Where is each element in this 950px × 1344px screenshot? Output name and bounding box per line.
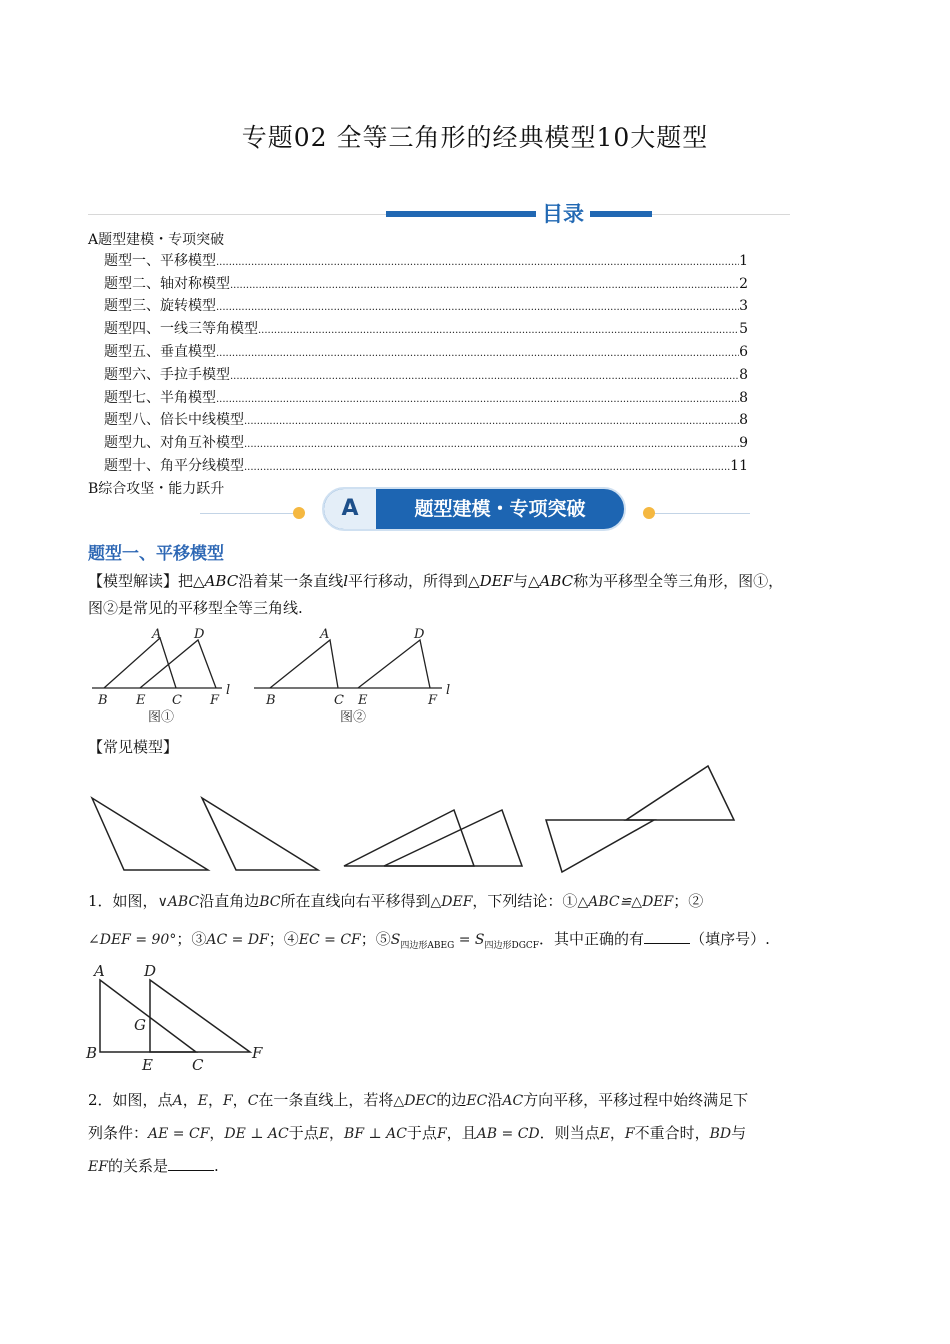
toc-item-page: 1 [739,252,748,269]
toc-item-label: 题型五、垂直模型 [104,343,216,360]
math: F [436,1126,447,1142]
label-c: C [172,693,182,708]
text: 列条件： [88,1124,149,1142]
label-d: D [194,627,205,642]
math: BC [259,894,281,910]
heading-bar-left [386,211,536,217]
figure-2-caption: 图② [340,710,367,725]
toc-item[interactable] [88,410,748,433]
toc-item[interactable] [88,319,748,342]
text: 方向平移，平移过程中始终满足下 [523,1091,749,1109]
question-number: 2． [88,1091,113,1109]
text: ， [209,1124,225,1142]
math: A [172,1093,183,1109]
math: △DEC [393,1093,437,1109]
math: △ABC≌△DEF [577,894,674,910]
math: F [624,1126,635,1142]
banner-text: 题型建模・专项突破 [414,498,586,520]
toc-item-label: 题型八、倍长中线模型 [104,412,244,429]
label-g: G [134,1016,146,1034]
toc-item-label: 题型三、旋转模型 [104,298,216,315]
answer-blank[interactable] [168,1156,214,1171]
math: E [599,1126,610,1142]
text: 于点 [288,1124,319,1142]
label-c-2: C [334,693,344,708]
triangle-abc [104,638,176,688]
math-subscript: 四边形DGCF [484,941,540,951]
toc-section-a[interactable]: A题型建模・专项突破 [88,232,225,248]
banner-letter: A [324,489,376,529]
toc-item[interactable] [88,296,748,319]
toc-item[interactable] [88,251,748,274]
triangle-def-2 [358,640,430,688]
banner-dot-left [293,507,305,519]
model-3-triangle-a [546,820,654,872]
question-2: 2．如图，点A，E，F，C在一条直线上，若将△DEC的边EC沿AC方向平移，平移过程中始终满足下 列条件：AE = CF，DE ⊥ AC于点E，BF ⊥ AC于点F，且AB = CD．则当点E，F不重合时，BD与 EF的关系是 . [88,1091,749,1175]
math: ∨ABC [157,894,200,910]
answer-blank[interactable] [644,929,690,944]
section-banner [200,485,750,533]
text: 与△ [512,572,540,590]
banner-dot-right [643,507,655,519]
text: ，且 [446,1124,477,1142]
math: C [247,1093,259,1109]
label-f-2: F [428,693,438,708]
math: AB = CD [476,1126,540,1142]
toc-item-page: 2 [739,275,748,292]
text: 的边 [436,1091,467,1109]
text: 不重合时， [634,1124,710,1142]
math: BF ⊥ AC [344,1126,407,1142]
text: DEF [479,572,513,590]
label-d: D [144,962,157,980]
toc-item-page: 11 [730,457,748,474]
text: 沿 [487,1091,503,1109]
text: 如图，点 [112,1091,173,1109]
toc-item[interactable] [88,342,748,365]
banner-line-right [652,513,750,514]
math: ∠DEF = 90° [88,932,177,948]
triangle-abc [100,980,196,1052]
text: 沿直角边 [199,892,260,910]
text: 把△ [178,572,205,590]
math: EC = CF [298,932,361,948]
section-heading: 题型一、平移模型 [88,544,224,564]
model-2-triangle-b [384,810,522,866]
toc-item-label: 题型四、一线三等角模型 [104,321,258,338]
figure-1-caption: 图① [148,710,175,725]
toc-item-page: 8 [739,366,748,383]
text: 与 [731,1124,747,1142]
toc-item-page: 3 [739,298,748,315]
text: 如图， [112,892,158,910]
text: 平行移动，所得到△ [348,572,480,590]
text: ；⑤ [360,930,391,948]
label-f: F [252,1044,263,1062]
text: 沿着某一条直线 [238,572,344,590]
math-subscript: 四边形ABEG [400,941,455,951]
math: = [454,932,475,948]
text: ．则当点 [539,1124,600,1142]
text: ；③ [176,930,207,948]
banner-line-left [200,513,298,514]
question-number: 1． [88,892,113,910]
text: ， [329,1124,345,1142]
toc-item-label: 题型七、半角模型 [104,389,216,406]
model-1-triangle-a [92,798,208,870]
toc-heading: 目录 [536,198,590,228]
label-c: C [192,1056,204,1070]
toc-item-page: 8 [739,389,748,406]
triangle-def [140,640,216,688]
banner-pill [322,487,626,531]
label-d-2: D [414,627,425,642]
text: （填序号）. [690,930,770,948]
text: ；④ [268,930,299,948]
toc-item[interactable] [88,433,748,456]
triangle-def [150,980,250,1052]
triangle-abc-2 [270,640,338,688]
math: S [474,932,485,948]
question-1 [88,888,868,960]
toc-item-label: 题型一、平移模型 [104,252,216,269]
math: E [318,1126,330,1142]
label-a-2: A [320,627,330,642]
text: 于点 [406,1124,437,1142]
model-2-triangle-a [344,810,474,866]
math: AC = DF [206,932,269,948]
math: AC [502,1093,524,1109]
toc-item-page: 9 [739,435,748,452]
text: ．其中正确的有 [539,930,645,948]
page-title: 专题02 全等三角形的经典模型10大题型 [241,123,709,152]
math: △DEF [430,894,473,910]
label-a: A [152,627,162,642]
label-e-2: E [358,693,368,708]
math: DE ⊥ AC [224,1126,289,1142]
math: EF [88,1159,108,1175]
label-b: B [86,1044,98,1062]
figure-translation-models [88,626,468,726]
toc-item[interactable] [88,456,748,479]
label-f: F [210,693,220,708]
text: ；② [673,892,704,910]
toc-section-b[interactable]: B综合攻坚・能力跃升 [88,480,225,497]
text: ABC [204,572,239,590]
label-l-2: l [446,683,451,698]
toc-item[interactable] [88,388,748,411]
label-e: E [136,693,146,708]
label-b-2: B [266,693,276,708]
model-interpretation [88,568,868,622]
text: 称为平移型全等三角形，图①， [573,572,784,590]
math: E [197,1093,208,1109]
figure-common-models [88,762,748,882]
model-3-triangle-b [626,766,734,820]
toc-item-page: 5 [739,321,748,338]
toc-item-page: 8 [739,412,748,429]
table-of-contents [88,230,748,500]
text: ABC [539,572,574,590]
interp-tag: 【模型解读】 [88,572,179,590]
text: ，下列结论：① [472,892,578,910]
text: . [213,1157,219,1175]
toc-item-page: 6 [739,343,748,360]
toc-item[interactable] [88,274,748,297]
text: 所在直线向右平移得到 [280,892,431,910]
math: S [390,932,401,948]
text: 在一条直线上，若将 [258,1091,394,1109]
common-models-label: 【常见模型】 [88,738,179,756]
toc-item-label: 题型九、对角互补模型 [104,435,244,452]
text: 图②是常见的平移型全等三角线. [88,599,303,617]
math: BD [709,1126,732,1142]
text: 的关系是 [107,1157,168,1175]
math: AE = CF [148,1126,210,1142]
heading-bar-right [588,211,652,217]
label-l: l [226,683,231,698]
label-a: A [94,962,105,980]
text: l [343,572,349,590]
label-b: B [98,693,108,708]
math: EC [466,1093,488,1109]
toc-item[interactable] [88,365,748,388]
toc-item-label: 题型六、手拉手模型 [104,366,230,383]
math: F [222,1093,233,1109]
figure-question-1 [84,960,284,1070]
toc-item-label: 题型十、角平分线模型 [104,457,244,474]
model-1-triangle-b [202,798,318,870]
text: ， [609,1124,625,1142]
toc-heading-bar [88,198,790,228]
toc-item-label: 题型二、轴对称模型 [104,275,230,292]
label-e: E [142,1056,153,1070]
